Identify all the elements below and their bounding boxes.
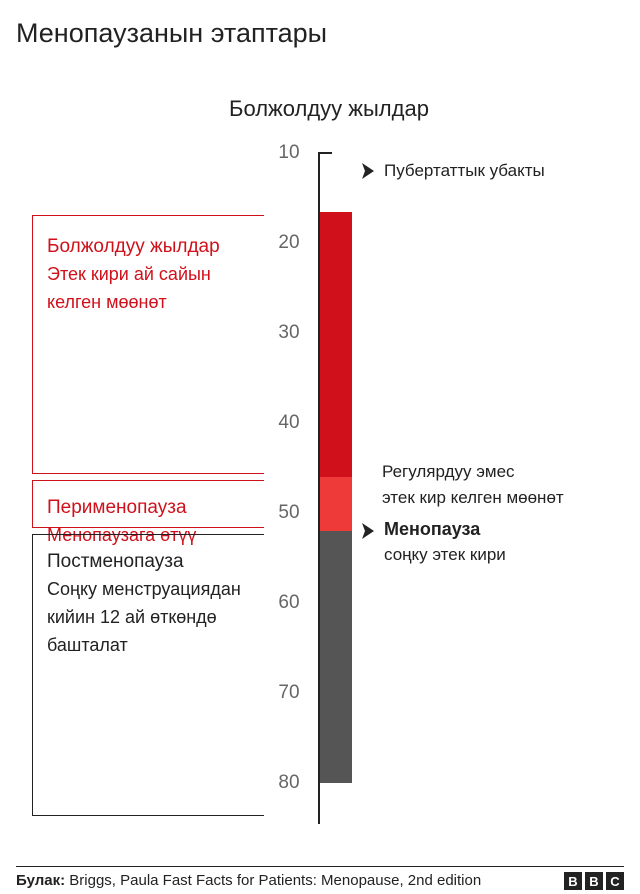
- phase-name: Болжолдуу жылдар: [47, 235, 220, 257]
- axis-title: Болжолдуу жылдар: [229, 96, 429, 121]
- y-tick-label: 30: [278, 322, 300, 343]
- annotation-text: [384, 516, 506, 568]
- phase-name: Перименопауза: [47, 497, 187, 518]
- y-tick-label: 40: [278, 412, 300, 433]
- bar-segment: [320, 477, 352, 531]
- chart-title: Менопаузанын этаптары: [16, 18, 328, 48]
- phase-description: Соңку менструациядан: [47, 579, 241, 599]
- phase-box: [32, 215, 264, 475]
- phase-description: келген мөөнөт: [47, 291, 167, 312]
- annotation-line: Регулярдуу эмес: [382, 462, 515, 481]
- bar-segment: [320, 212, 352, 478]
- source-divider: [16, 866, 624, 867]
- annotation-marker-icon: [362, 163, 374, 179]
- source-text: Briggs, Paula Fast Facts for Patients: Menopause, 2nd edition: [69, 872, 482, 889]
- bbc-logo-letter: B: [585, 872, 603, 890]
- annotation-text: [384, 158, 545, 184]
- phase-description: Этек кири ай сайын: [47, 263, 211, 284]
- y-tick-label: 70: [278, 682, 300, 703]
- source-note: [16, 872, 481, 889]
- phase-box: [32, 480, 264, 545]
- phase-box: [32, 534, 264, 816]
- phase-description: башталат: [47, 635, 128, 655]
- y-tick-label: 80: [278, 772, 300, 793]
- bbc-logo-letter: B: [564, 872, 582, 890]
- phase-description: кийин 12 ай өткөндө: [47, 607, 217, 627]
- phase-description: Менопаузага өтүү: [47, 525, 197, 545]
- phase-name: Постменопауза: [47, 551, 184, 572]
- y-tick-label: 60: [278, 592, 300, 613]
- annotation-text: [382, 459, 564, 511]
- annotation-line: Менопауза: [384, 519, 481, 539]
- y-tick-label: 10: [278, 142, 300, 163]
- annotation-marker-icon: [362, 523, 374, 539]
- annotation-line: соңку этек кири: [384, 545, 506, 564]
- bbc-logo-letter: C: [606, 872, 624, 890]
- source-label: Булак:: [16, 872, 66, 889]
- annotation-line: Пубертаттык убакты: [384, 161, 545, 180]
- annotation-line: этек кир келген мөөнөт: [382, 488, 564, 507]
- y-tick-label: 50: [278, 502, 300, 523]
- bar-segment: [320, 531, 352, 783]
- bbc-logo: [564, 872, 624, 890]
- y-tick-label: 20: [278, 232, 300, 253]
- y-axis-top-tick: [318, 152, 332, 154]
